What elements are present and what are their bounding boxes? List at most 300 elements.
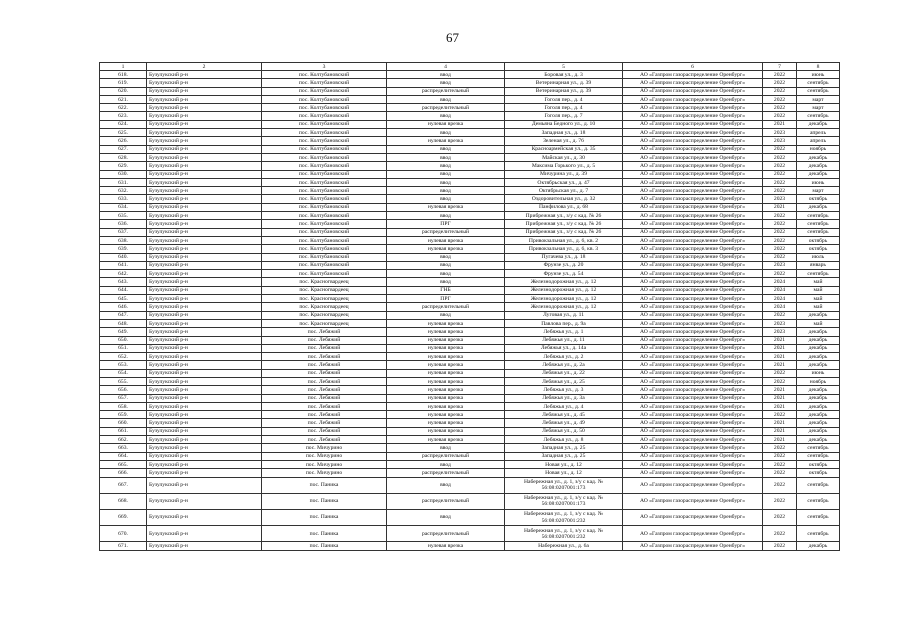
address-cell: Набережная ул., д. 1, з/у с кад. № 56:08:0207001:232 bbox=[505, 526, 623, 542]
object-type-cell: ввод bbox=[387, 311, 505, 319]
table-row bbox=[100, 394, 840, 402]
address-cell: Гоголя пер., д. 7 bbox=[505, 112, 623, 120]
row-number: 632. bbox=[100, 187, 147, 195]
address-cell: Ветеринарная ул., д. 39 bbox=[505, 79, 623, 87]
district-cell: Бузулукский р-н bbox=[147, 145, 262, 153]
district-cell: Бузулукский р-н bbox=[147, 129, 262, 137]
address-cell: Лебяжья ул., д. 22 bbox=[505, 369, 623, 377]
month-cell: май bbox=[797, 278, 840, 286]
address-cell: Железнодорожная ул., д. 12 bbox=[505, 278, 623, 286]
district-cell: Бузулукский р-н bbox=[147, 460, 262, 468]
year-cell: 2022 bbox=[763, 79, 797, 87]
organization-cell: АО «Газпром газораспределение Оренбург» bbox=[623, 427, 763, 435]
year-cell: 2024 bbox=[763, 286, 797, 294]
settlement-cell: пос. Паника bbox=[262, 526, 387, 542]
row-number: 635. bbox=[100, 212, 147, 220]
row-number: 668. bbox=[100, 493, 147, 509]
district-cell: Бузулукский р-н bbox=[147, 526, 262, 542]
object-type-cell: ввод bbox=[387, 162, 505, 170]
object-type-cell: нулевая врезка bbox=[387, 245, 505, 253]
object-type-cell: распределительный bbox=[387, 452, 505, 460]
object-type-cell: нулевая врезка bbox=[387, 394, 505, 402]
table-row bbox=[100, 328, 840, 336]
object-type-cell: распределительный bbox=[387, 87, 505, 95]
year-cell: 2021 bbox=[763, 427, 797, 435]
table-row bbox=[100, 295, 840, 303]
settlement-cell: пос. Колтубановский bbox=[262, 145, 387, 153]
address-cell: Набережная ул., д. 1, з/у с кад. № 56:08:0207001:173 bbox=[505, 477, 623, 493]
district-cell: Бузулукский р-н bbox=[147, 436, 262, 444]
table-row bbox=[100, 170, 840, 178]
address-cell: Набережная ул., д. 6а bbox=[505, 542, 623, 550]
address-cell: Прибрежная ул., з/у с кад. № 26 bbox=[505, 228, 623, 236]
organization-cell: АО «Газпром газораспределение Оренбург» bbox=[623, 436, 763, 444]
register-body bbox=[100, 71, 840, 551]
district-cell: Бузулукский р-н bbox=[147, 311, 262, 319]
object-type-cell: ввод bbox=[387, 170, 505, 178]
year-cell: 2021 bbox=[763, 120, 797, 128]
row-number: 627. bbox=[100, 145, 147, 153]
organization-cell: АО «Газпром газораспределение Оренбург» bbox=[623, 344, 763, 352]
year-cell: 2022 bbox=[763, 212, 797, 220]
organization-cell: АО «Газпром газораспределение Оренбург» bbox=[623, 386, 763, 394]
table-row bbox=[100, 319, 840, 327]
settlement-cell: пос. Лебяжий bbox=[262, 427, 387, 435]
address-cell: Красноармейская ул., д. 35 bbox=[505, 145, 623, 153]
table-row bbox=[100, 162, 840, 170]
settlement-cell: пос. Мичурино bbox=[262, 460, 387, 468]
organization-cell: АО «Газпром газораспределение Оренбург» bbox=[623, 95, 763, 103]
year-cell: 2022 bbox=[763, 369, 797, 377]
month-cell: сентябрь bbox=[797, 509, 840, 525]
object-type-cell: ввод bbox=[387, 195, 505, 203]
district-cell: Бузулукский р-н bbox=[147, 394, 262, 402]
organization-cell: АО «Газпром газораспределение Оренбург» bbox=[623, 509, 763, 525]
organization-cell: АО «Газпром газораспределение Оренбург» bbox=[623, 328, 763, 336]
row-number: 636. bbox=[100, 220, 147, 228]
settlement-cell: пос. Колтубановский bbox=[262, 187, 387, 195]
table-row bbox=[100, 344, 840, 352]
district-cell: Бузулукский р-н bbox=[147, 419, 262, 427]
object-type-cell: нулевая врезка bbox=[387, 236, 505, 244]
address-cell: Набережная ул., д. 1, з/у с кад. № 56:08:0207001:232 bbox=[505, 509, 623, 525]
row-number: 645. bbox=[100, 295, 147, 303]
district-cell: Бузулукский р-н bbox=[147, 386, 262, 394]
address-cell: Гоголя пер., д. 4 bbox=[505, 95, 623, 103]
year-cell: 2022 bbox=[763, 112, 797, 120]
year-cell: 2022 bbox=[763, 187, 797, 195]
table-row bbox=[100, 477, 840, 493]
district-cell: Бузулукский р-н bbox=[147, 278, 262, 286]
row-number: 660. bbox=[100, 419, 147, 427]
month-cell: декабрь bbox=[797, 402, 840, 410]
month-cell: декабрь bbox=[797, 311, 840, 319]
table-row bbox=[100, 195, 840, 203]
table-row bbox=[100, 402, 840, 410]
organization-cell: АО «Газпром газораспределение Оренбург» bbox=[623, 79, 763, 87]
settlement-cell: пос. Колтубановский bbox=[262, 112, 387, 120]
object-type-cell: нулевая врезка bbox=[387, 328, 505, 336]
object-type-cell: нулевая врезка bbox=[387, 436, 505, 444]
row-number: 643. bbox=[100, 278, 147, 286]
month-cell: сентябрь bbox=[797, 493, 840, 509]
row-number: 641. bbox=[100, 261, 147, 269]
district-cell: Бузулукский р-н bbox=[147, 377, 262, 385]
district-cell: Бузулукский р-н bbox=[147, 95, 262, 103]
settlement-cell: пос. Колтубановский bbox=[262, 220, 387, 228]
object-type-cell: распределительный bbox=[387, 104, 505, 112]
month-cell: декабрь bbox=[797, 170, 840, 178]
year-cell: 2022 bbox=[763, 377, 797, 385]
settlement-cell: пос. Красногвардеец bbox=[262, 311, 387, 319]
settlement-cell: пос. Красногвардеец bbox=[262, 295, 387, 303]
year-cell: 2022 bbox=[763, 162, 797, 170]
address-cell: Ветеринарная ул., д. 39 bbox=[505, 87, 623, 95]
table-row bbox=[100, 145, 840, 153]
object-type-cell: распределительный bbox=[387, 493, 505, 509]
month-cell: март bbox=[797, 95, 840, 103]
column-number: 4 bbox=[387, 63, 505, 71]
organization-cell: АО «Газпром газораспределение Оренбург» bbox=[623, 162, 763, 170]
settlement-cell: пос. Паника bbox=[262, 542, 387, 550]
district-cell: Бузулукский р-н bbox=[147, 328, 262, 336]
month-cell: май bbox=[797, 303, 840, 311]
district-cell: Бузулукский р-н bbox=[147, 245, 262, 253]
table-row bbox=[100, 187, 840, 195]
district-cell: Бузулукский р-н bbox=[147, 411, 262, 419]
organization-cell: АО «Газпром газораспределение Оренбург» bbox=[623, 137, 763, 145]
address-cell: Лебяжья ул., д. 49 bbox=[505, 419, 623, 427]
month-cell: декабрь bbox=[797, 386, 840, 394]
organization-cell: АО «Газпром газораспределение Оренбург» bbox=[623, 71, 763, 79]
address-cell: Прибрежная ул., з/у с кад. № 26 bbox=[505, 212, 623, 220]
year-cell: 2022 bbox=[763, 253, 797, 261]
district-cell: Бузулукский р-н bbox=[147, 153, 262, 161]
address-cell: Лебяжья ул., д. 50 bbox=[505, 427, 623, 435]
district-cell: Бузулукский р-н bbox=[147, 253, 262, 261]
table-row bbox=[100, 120, 840, 128]
row-number: 621. bbox=[100, 95, 147, 103]
month-cell: май bbox=[797, 319, 840, 327]
month-cell: сентябрь bbox=[797, 112, 840, 120]
year-cell: 2021 bbox=[763, 336, 797, 344]
organization-cell: АО «Газпром газораспределение Оренбург» bbox=[623, 493, 763, 509]
object-type-cell: нулевая врезка bbox=[387, 427, 505, 435]
address-cell: Лебяжья ул., д. 8 bbox=[505, 436, 623, 444]
settlement-cell: пос. Колтубановский bbox=[262, 104, 387, 112]
month-cell: октябрь bbox=[797, 469, 840, 477]
district-cell: Бузулукский р-н bbox=[147, 71, 262, 79]
settlement-cell: пос. Лебяжий bbox=[262, 344, 387, 352]
organization-cell: АО «Газпром газораспределение Оренбург» bbox=[623, 394, 763, 402]
year-cell: 2022 bbox=[763, 95, 797, 103]
row-number: 626. bbox=[100, 137, 147, 145]
address-cell: Мичурина ул., д. 39 bbox=[505, 170, 623, 178]
table-row bbox=[100, 377, 840, 385]
organization-cell: АО «Газпром газораспределение Оренбург» bbox=[623, 469, 763, 477]
organization-cell: АО «Газпром газораспределение Оренбург» bbox=[623, 153, 763, 161]
district-cell: Бузулукский р-н bbox=[147, 178, 262, 186]
month-cell: сентябрь bbox=[797, 452, 840, 460]
address-cell: Октябрьская ул., д. 47 bbox=[505, 178, 623, 186]
object-type-cell: ввод bbox=[387, 253, 505, 261]
table-row bbox=[100, 236, 840, 244]
object-type-cell: ввод bbox=[387, 278, 505, 286]
table-row bbox=[100, 278, 840, 286]
table-row bbox=[100, 95, 840, 103]
year-cell: 2021 bbox=[763, 353, 797, 361]
organization-cell: АО «Газпром газораспределение Оренбург» bbox=[623, 253, 763, 261]
settlement-cell: пос. Паника bbox=[262, 493, 387, 509]
organization-cell: АО «Газпром газораспределение Оренбург» bbox=[623, 377, 763, 385]
object-type-cell: ввод bbox=[387, 477, 505, 493]
address-cell: Железнодорожная ул., д. 12 bbox=[505, 303, 623, 311]
object-type-cell: нулевая врезка bbox=[387, 336, 505, 344]
organization-cell: АО «Газпром газораспределение Оренбург» bbox=[623, 87, 763, 95]
address-cell: Боровая ул., д. 3 bbox=[505, 71, 623, 79]
table-row bbox=[100, 261, 840, 269]
address-cell: Лебяжья ул., д. 3а bbox=[505, 394, 623, 402]
settlement-cell: пос. Паника bbox=[262, 477, 387, 493]
row-number: 656. bbox=[100, 386, 147, 394]
organization-cell: АО «Газпром газораспределение Оренбург» bbox=[623, 145, 763, 153]
district-cell: Бузулукский р-н bbox=[147, 79, 262, 87]
settlement-cell: пос. Колтубановский bbox=[262, 236, 387, 244]
row-number: 663. bbox=[100, 444, 147, 452]
month-cell: ноябрь bbox=[797, 377, 840, 385]
district-cell: Бузулукский р-н bbox=[147, 344, 262, 352]
settlement-cell: пос. Лебяжий bbox=[262, 336, 387, 344]
organization-cell: АО «Газпром газораспределение Оренбург» bbox=[623, 319, 763, 327]
year-cell: 2022 bbox=[763, 153, 797, 161]
table-row bbox=[100, 178, 840, 186]
address-cell: Западная ул., д. 25 bbox=[505, 452, 623, 460]
month-cell: октябрь bbox=[797, 195, 840, 203]
organization-cell: АО «Газпром газораспределение Оренбург» bbox=[623, 361, 763, 369]
settlement-cell: пос. Мичурино bbox=[262, 469, 387, 477]
row-number: 631. bbox=[100, 178, 147, 186]
row-number: 633. bbox=[100, 195, 147, 203]
table-row bbox=[100, 469, 840, 477]
row-number: 639. bbox=[100, 245, 147, 253]
table-row bbox=[100, 79, 840, 87]
settlement-cell: пос. Колтубановский bbox=[262, 129, 387, 137]
month-cell: декабрь bbox=[797, 411, 840, 419]
month-cell: декабрь bbox=[797, 542, 840, 550]
month-cell: июнь bbox=[797, 369, 840, 377]
month-cell: сентябрь bbox=[797, 270, 840, 278]
year-cell: 2022 bbox=[763, 71, 797, 79]
address-cell: Луговая ул., д. 11 bbox=[505, 311, 623, 319]
organization-cell: АО «Газпром газораспределение Оренбург» bbox=[623, 245, 763, 253]
district-cell: Бузулукский р-н bbox=[147, 336, 262, 344]
address-cell: Привокзальная ул., д. 6, кв. 3 bbox=[505, 245, 623, 253]
year-cell: 2024 bbox=[763, 303, 797, 311]
address-cell: Максима Горького ул., д. 5 bbox=[505, 162, 623, 170]
month-cell: декабрь bbox=[797, 336, 840, 344]
object-type-cell: ввод bbox=[387, 509, 505, 525]
organization-cell: АО «Газпром газораспределение Оренбург» bbox=[623, 187, 763, 195]
organization-cell: АО «Газпром газораспределение Оренбург» bbox=[623, 452, 763, 460]
table-row bbox=[100, 369, 840, 377]
settlement-cell: пос. Красногвардеец bbox=[262, 303, 387, 311]
address-cell: Западная ул., д. 25 bbox=[505, 444, 623, 452]
address-cell: Панфилова ул., д. 68 bbox=[505, 203, 623, 211]
settlement-cell: пос. Лебяжий bbox=[262, 386, 387, 394]
table-row bbox=[100, 71, 840, 79]
address-cell: Новая ул., д. 12 bbox=[505, 469, 623, 477]
table-row bbox=[100, 542, 840, 550]
year-cell: 2021 bbox=[763, 394, 797, 402]
object-type-cell: нулевая врезка bbox=[387, 377, 505, 385]
row-number: 619. bbox=[100, 79, 147, 87]
address-cell: Лебяжья ул., д. 25 bbox=[505, 377, 623, 385]
year-cell: 2022 bbox=[763, 477, 797, 493]
row-number: 646. bbox=[100, 303, 147, 311]
organization-cell: АО «Газпром газораспределение Оренбург» bbox=[623, 286, 763, 294]
organization-cell: АО «Газпром газораспределение Оренбург» bbox=[623, 178, 763, 186]
district-cell: Бузулукский р-н bbox=[147, 195, 262, 203]
organization-cell: АО «Газпром газораспределение Оренбург» bbox=[623, 336, 763, 344]
table-row bbox=[100, 286, 840, 294]
year-cell: 2022 bbox=[763, 311, 797, 319]
address-cell: Железнодорожная ул., д. 12 bbox=[505, 286, 623, 294]
object-type-cell: нулевая врезка bbox=[387, 120, 505, 128]
row-number: 648. bbox=[100, 319, 147, 327]
month-cell: июнь bbox=[797, 178, 840, 186]
address-cell: Лебяжья ул., д. 1 bbox=[505, 328, 623, 336]
month-cell: декабрь bbox=[797, 361, 840, 369]
organization-cell: АО «Газпром газораспределение Оренбург» bbox=[623, 402, 763, 410]
row-number: 647. bbox=[100, 311, 147, 319]
table-row bbox=[100, 112, 840, 120]
organization-cell: АО «Газпром газораспределение Оренбург» bbox=[623, 311, 763, 319]
settlement-cell: пос. Красногвардеец bbox=[262, 278, 387, 286]
year-cell: 2021 bbox=[763, 402, 797, 410]
object-type-cell: ввод bbox=[387, 71, 505, 79]
address-cell: Фрунзе ул., д. 54 bbox=[505, 270, 623, 278]
row-number: 618. bbox=[100, 71, 147, 79]
table-row bbox=[100, 436, 840, 444]
month-cell: сентябрь bbox=[797, 526, 840, 542]
organization-cell: АО «Газпром газораспределение Оренбург» bbox=[623, 120, 763, 128]
row-number: 624. bbox=[100, 120, 147, 128]
district-cell: Бузулукский р-н bbox=[147, 402, 262, 410]
year-cell: 2022 bbox=[763, 220, 797, 228]
row-number: 661. bbox=[100, 427, 147, 435]
address-cell: Зеленая ул., д. 76 bbox=[505, 137, 623, 145]
object-type-cell: нулевая врезка bbox=[387, 353, 505, 361]
organization-cell: АО «Газпром газораспределение Оренбург» bbox=[623, 278, 763, 286]
month-cell: апрель bbox=[797, 137, 840, 145]
district-cell: Бузулукский р-н bbox=[147, 137, 262, 145]
month-cell: октябрь bbox=[797, 460, 840, 468]
row-number: 654. bbox=[100, 369, 147, 377]
register-table bbox=[99, 62, 840, 551]
district-cell: Бузулукский р-н bbox=[147, 542, 262, 550]
year-cell: 2022 bbox=[763, 170, 797, 178]
table-row bbox=[100, 336, 840, 344]
district-cell: Бузулукский р-н bbox=[147, 469, 262, 477]
column-number: 8 bbox=[797, 63, 840, 71]
district-cell: Бузулукский р-н bbox=[147, 112, 262, 120]
object-type-cell: нулевая врезка bbox=[387, 137, 505, 145]
settlement-cell: пос. Лебяжий bbox=[262, 411, 387, 419]
address-cell: Фрунзе ул., д. 20 bbox=[505, 261, 623, 269]
settlement-cell: пос. Лебяжий bbox=[262, 377, 387, 385]
object-type-cell: ввод bbox=[387, 112, 505, 120]
year-cell: 2024 bbox=[763, 278, 797, 286]
settlement-cell: пос. Лебяжий bbox=[262, 361, 387, 369]
row-number: 671. bbox=[100, 542, 147, 550]
month-cell: декабрь bbox=[797, 328, 840, 336]
object-type-cell: нулевая врезка bbox=[387, 419, 505, 427]
organization-cell: АО «Газпром газораспределение Оренбург» bbox=[623, 542, 763, 550]
row-number: 630. bbox=[100, 170, 147, 178]
settlement-cell: пос. Лебяжий bbox=[262, 402, 387, 410]
year-cell: 2022 bbox=[763, 178, 797, 186]
table-row bbox=[100, 87, 840, 95]
month-cell: декабрь bbox=[797, 120, 840, 128]
district-cell: Бузулукский р-н bbox=[147, 319, 262, 327]
object-type-cell: нулевая врезка bbox=[387, 402, 505, 410]
district-cell: Бузулукский р-н bbox=[147, 170, 262, 178]
district-cell: Бузулукский р-н bbox=[147, 187, 262, 195]
object-type-cell: ввод bbox=[387, 79, 505, 87]
settlement-cell: пос. Лебяжий bbox=[262, 328, 387, 336]
settlement-cell: пос. Колтубановский bbox=[262, 245, 387, 253]
organization-cell: АО «Газпром газораспределение Оренбург» bbox=[623, 477, 763, 493]
table-row bbox=[100, 129, 840, 137]
object-type-cell: нулевая врезка bbox=[387, 203, 505, 211]
year-cell: 2022 bbox=[763, 493, 797, 509]
object-type-cell: ввод bbox=[387, 145, 505, 153]
district-cell: Бузулукский р-н bbox=[147, 427, 262, 435]
month-cell: декабрь bbox=[797, 344, 840, 352]
year-cell: 2021 bbox=[763, 361, 797, 369]
table-row bbox=[100, 452, 840, 460]
organization-cell: АО «Газпром газораспределение Оренбург» bbox=[623, 203, 763, 211]
row-number: 644. bbox=[100, 286, 147, 294]
month-cell: май bbox=[797, 286, 840, 294]
month-cell: декабрь bbox=[797, 153, 840, 161]
month-cell: декабрь bbox=[797, 419, 840, 427]
year-cell: 2021 bbox=[763, 344, 797, 352]
settlement-cell: пос. Колтубановский bbox=[262, 95, 387, 103]
district-cell: Бузулукский р-н bbox=[147, 220, 262, 228]
object-type-cell: ввод bbox=[387, 95, 505, 103]
row-number: 659. bbox=[100, 411, 147, 419]
district-cell: Бузулукский р-н bbox=[147, 303, 262, 311]
object-type-cell: ПРГ bbox=[387, 220, 505, 228]
object-type-cell: нулевая врезка bbox=[387, 542, 505, 550]
month-cell: сентябрь bbox=[797, 220, 840, 228]
table-row bbox=[100, 303, 840, 311]
row-number: 634. bbox=[100, 203, 147, 211]
address-cell: Майская ул., д. 30 bbox=[505, 153, 623, 161]
row-number: 649. bbox=[100, 328, 147, 336]
address-cell: Лебяжья ул., д. 2а bbox=[505, 361, 623, 369]
month-cell: сентябрь bbox=[797, 79, 840, 87]
year-cell: 2022 bbox=[763, 509, 797, 525]
object-type-cell: ввод bbox=[387, 460, 505, 468]
settlement-cell: пос. Колтубановский bbox=[262, 270, 387, 278]
year-cell: 2021 bbox=[763, 436, 797, 444]
organization-cell: АО «Газпром газораспределение Оренбург» bbox=[623, 369, 763, 377]
organization-cell: АО «Газпром газораспределение Оренбург» bbox=[623, 270, 763, 278]
object-type-cell: ввод bbox=[387, 270, 505, 278]
district-cell: Бузулукский р-н bbox=[147, 212, 262, 220]
